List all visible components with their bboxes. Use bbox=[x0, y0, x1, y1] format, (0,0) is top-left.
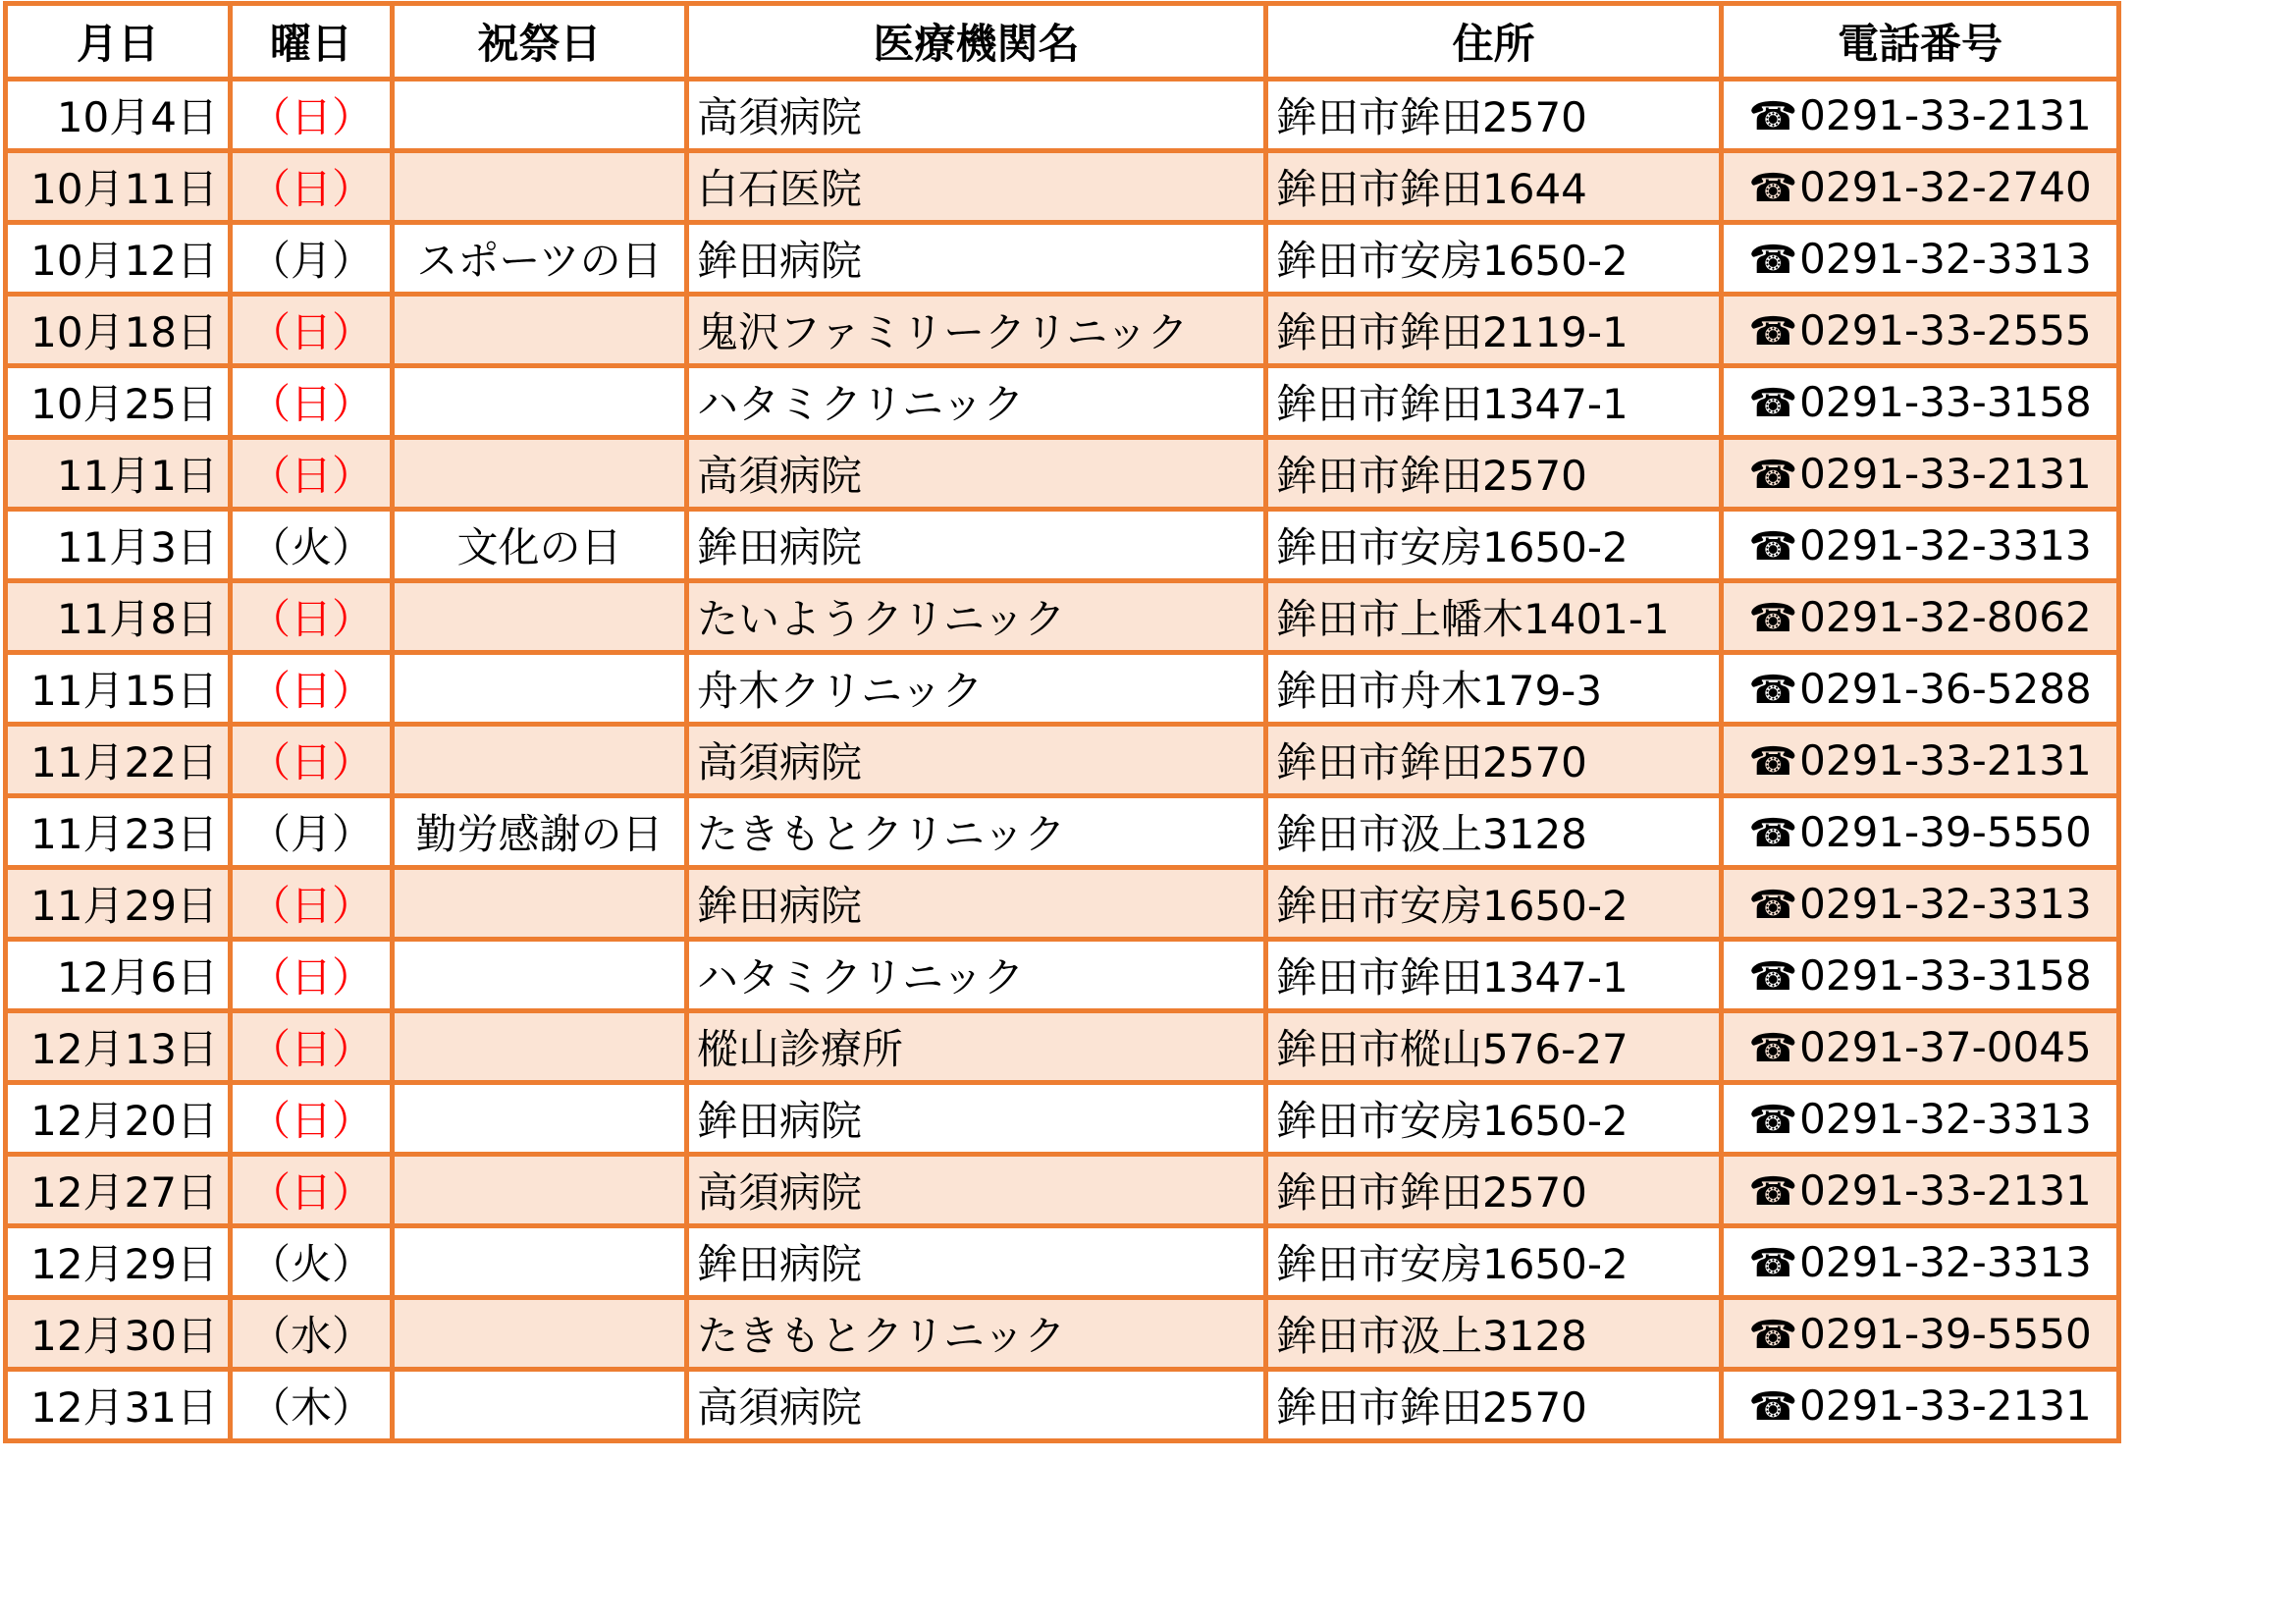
date-cell: 11月1日 bbox=[6, 438, 231, 510]
holiday-cell bbox=[393, 438, 687, 510]
day-of-week-cell: （日） bbox=[231, 653, 393, 725]
date-cell: 10月12日 bbox=[6, 223, 231, 295]
telephone-icon: ☎ bbox=[1748, 810, 1798, 856]
header-phone: 電話番号 bbox=[1722, 4, 2119, 80]
table-body bbox=[6, 80, 2119, 1441]
institution-cell: 鉾田病院 bbox=[687, 1226, 1266, 1298]
day-of-week-cell: （日） bbox=[231, 366, 393, 438]
holiday-cell bbox=[393, 868, 687, 940]
holiday-cell bbox=[393, 1370, 687, 1441]
table-row bbox=[6, 796, 2119, 868]
phone-number: 0291-33-2131 bbox=[1799, 90, 2092, 139]
phone-cell bbox=[1722, 510, 2119, 581]
table-row bbox=[6, 653, 2119, 725]
holiday-cell: 文化の日 bbox=[393, 510, 687, 581]
phone-number: 0291-33-2131 bbox=[1799, 1380, 2092, 1430]
phone-number: 0291-32-3313 bbox=[1799, 520, 2092, 569]
phone-number: 0291-32-2740 bbox=[1799, 162, 2092, 211]
address-cell: 鉾田市鉾田1347-1 bbox=[1266, 940, 1722, 1011]
table-row bbox=[6, 1083, 2119, 1155]
phone-cell bbox=[1722, 940, 2119, 1011]
phone-cell bbox=[1722, 1226, 2119, 1298]
day-of-week-cell: （日） bbox=[231, 295, 393, 366]
holiday-cell bbox=[393, 940, 687, 1011]
address-cell: 鉾田市安房1650-2 bbox=[1266, 868, 1722, 940]
header-row bbox=[6, 4, 2119, 80]
holiday-cell bbox=[393, 1011, 687, 1083]
day-of-week-cell: （日） bbox=[231, 438, 393, 510]
phone-cell bbox=[1722, 653, 2119, 725]
institution-cell: たいようクリニック bbox=[687, 581, 1266, 653]
institution-cell: 高須病院 bbox=[687, 80, 1266, 151]
date-cell: 11月3日 bbox=[6, 510, 231, 581]
institution-cell: 白石医院 bbox=[687, 151, 1266, 223]
date-cell: 12月6日 bbox=[6, 940, 231, 1011]
holiday-cell bbox=[393, 653, 687, 725]
header-day-of-week: 曜日 bbox=[231, 4, 393, 80]
holiday-cell: 勤労感謝の日 bbox=[393, 796, 687, 868]
table-row bbox=[6, 725, 2119, 796]
address-cell: 鉾田市鉾田1644 bbox=[1266, 151, 1722, 223]
holiday-cell bbox=[393, 1226, 687, 1298]
header-address: 住所 bbox=[1266, 4, 1722, 80]
phone-number: 0291-32-8062 bbox=[1799, 592, 2092, 641]
address-cell: 鉾田市汲上3128 bbox=[1266, 796, 1722, 868]
telephone-icon: ☎ bbox=[1748, 237, 1798, 283]
table-header bbox=[6, 4, 2119, 80]
holiday-cell bbox=[393, 1155, 687, 1226]
phone-cell bbox=[1722, 80, 2119, 151]
telephone-icon: ☎ bbox=[1748, 165, 1798, 211]
day-of-week-cell: （日） bbox=[231, 581, 393, 653]
institution-cell: ハタミクリニック bbox=[687, 366, 1266, 438]
phone-number: 0291-36-5288 bbox=[1799, 664, 2092, 713]
table-row bbox=[6, 510, 2119, 581]
telephone-icon: ☎ bbox=[1748, 523, 1798, 569]
holiday-cell bbox=[393, 151, 687, 223]
institution-cell: 舟木クリニック bbox=[687, 653, 1266, 725]
holiday-clinic-schedule-table bbox=[3, 1, 2121, 1443]
institution-cell: 鉾田病院 bbox=[687, 868, 1266, 940]
date-cell: 10月4日 bbox=[6, 80, 231, 151]
institution-cell: たきもとクリニック bbox=[687, 796, 1266, 868]
phone-cell bbox=[1722, 1155, 2119, 1226]
day-of-week-cell: （日） bbox=[231, 1155, 393, 1226]
date-cell: 11月8日 bbox=[6, 581, 231, 653]
phone-cell bbox=[1722, 1011, 2119, 1083]
phone-number: 0291-33-2131 bbox=[1799, 735, 2092, 785]
phone-number: 0291-32-3313 bbox=[1799, 234, 2092, 283]
day-of-week-cell: （日） bbox=[231, 80, 393, 151]
phone-number: 0291-39-5550 bbox=[1799, 807, 2092, 856]
table-row bbox=[6, 295, 2119, 366]
phone-cell bbox=[1722, 1083, 2119, 1155]
address-cell: 鉾田市鉾田2570 bbox=[1266, 725, 1722, 796]
holiday-cell bbox=[393, 295, 687, 366]
day-of-week-cell: （日） bbox=[231, 868, 393, 940]
date-cell: 11月22日 bbox=[6, 725, 231, 796]
phone-cell bbox=[1722, 151, 2119, 223]
address-cell: 鉾田市鉾田2570 bbox=[1266, 1370, 1722, 1441]
table-row bbox=[6, 80, 2119, 151]
table-row bbox=[6, 366, 2119, 438]
table-row bbox=[6, 1370, 2119, 1441]
telephone-icon: ☎ bbox=[1748, 1168, 1798, 1215]
institution-cell: 鉾田病院 bbox=[687, 1083, 1266, 1155]
table-row bbox=[6, 223, 2119, 295]
holiday-cell bbox=[393, 581, 687, 653]
address-cell: 鉾田市安房1650-2 bbox=[1266, 223, 1722, 295]
date-cell: 10月18日 bbox=[6, 295, 231, 366]
institution-cell: 鬼沢ファミリークリニック bbox=[687, 295, 1266, 366]
phone-number: 0291-32-3313 bbox=[1799, 1094, 2092, 1143]
address-cell: 鉾田市鉾田2570 bbox=[1266, 438, 1722, 510]
phone-cell bbox=[1722, 295, 2119, 366]
day-of-week-cell: （日） bbox=[231, 940, 393, 1011]
day-of-week-cell: （水） bbox=[231, 1298, 393, 1370]
institution-cell: 高須病院 bbox=[687, 725, 1266, 796]
address-cell: 鉾田市鉾田2570 bbox=[1266, 80, 1722, 151]
phone-number: 0291-33-2555 bbox=[1799, 305, 2092, 354]
day-of-week-cell: （月） bbox=[231, 223, 393, 295]
phone-number: 0291-32-3313 bbox=[1799, 1237, 2092, 1286]
phone-cell bbox=[1722, 438, 2119, 510]
table-row bbox=[6, 868, 2119, 940]
institution-cell: 高須病院 bbox=[687, 438, 1266, 510]
phone-number: 0291-33-2131 bbox=[1799, 1165, 2092, 1215]
address-cell: 鉾田市鉾田1347-1 bbox=[1266, 366, 1722, 438]
table-row bbox=[6, 1298, 2119, 1370]
telephone-icon: ☎ bbox=[1748, 1312, 1798, 1358]
holiday-cell bbox=[393, 1083, 687, 1155]
date-cell: 11月15日 bbox=[6, 653, 231, 725]
header-date: 月日 bbox=[6, 4, 231, 80]
phone-cell bbox=[1722, 796, 2119, 868]
phone-number: 0291-32-3313 bbox=[1799, 879, 2092, 928]
telephone-icon: ☎ bbox=[1748, 1097, 1798, 1143]
telephone-icon: ☎ bbox=[1748, 1383, 1798, 1430]
phone-cell bbox=[1722, 1370, 2119, 1441]
date-cell: 12月31日 bbox=[6, 1370, 231, 1441]
telephone-icon: ☎ bbox=[1748, 953, 1798, 1000]
table-row bbox=[6, 1155, 2119, 1226]
phone-cell bbox=[1722, 366, 2119, 438]
institution-cell: 樅山診療所 bbox=[687, 1011, 1266, 1083]
address-cell: 鉾田市舟木179-3 bbox=[1266, 653, 1722, 725]
phone-cell bbox=[1722, 223, 2119, 295]
phone-cell bbox=[1722, 725, 2119, 796]
phone-cell bbox=[1722, 868, 2119, 940]
date-cell: 12月29日 bbox=[6, 1226, 231, 1298]
address-cell: 鉾田市上幡木1401-1 bbox=[1266, 581, 1722, 653]
table-row bbox=[6, 151, 2119, 223]
holiday-cell bbox=[393, 366, 687, 438]
address-cell: 鉾田市安房1650-2 bbox=[1266, 1083, 1722, 1155]
institution-cell: たきもとクリニック bbox=[687, 1298, 1266, 1370]
telephone-icon: ☎ bbox=[1748, 93, 1798, 139]
date-cell: 12月30日 bbox=[6, 1298, 231, 1370]
telephone-icon: ☎ bbox=[1748, 380, 1798, 426]
holiday-cell bbox=[393, 80, 687, 151]
table-row bbox=[6, 581, 2119, 653]
address-cell: 鉾田市汲上3128 bbox=[1266, 1298, 1722, 1370]
date-cell: 10月25日 bbox=[6, 366, 231, 438]
holiday-cell bbox=[393, 725, 687, 796]
date-cell: 11月23日 bbox=[6, 796, 231, 868]
day-of-week-cell: （日） bbox=[231, 725, 393, 796]
telephone-icon: ☎ bbox=[1748, 1240, 1798, 1286]
table-row bbox=[6, 1011, 2119, 1083]
address-cell: 鉾田市鉾田2570 bbox=[1266, 1155, 1722, 1226]
table-row bbox=[6, 1226, 2119, 1298]
holiday-cell: スポーツの日 bbox=[393, 223, 687, 295]
day-of-week-cell: （木） bbox=[231, 1370, 393, 1441]
institution-cell: 高須病院 bbox=[687, 1155, 1266, 1226]
header-institution: 医療機関名 bbox=[687, 4, 1266, 80]
telephone-icon: ☎ bbox=[1748, 308, 1798, 354]
phone-cell bbox=[1722, 581, 2119, 653]
table-row bbox=[6, 438, 2119, 510]
header-holiday: 祝祭日 bbox=[393, 4, 687, 80]
telephone-icon: ☎ bbox=[1748, 738, 1798, 785]
date-cell: 12月13日 bbox=[6, 1011, 231, 1083]
institution-cell: 鉾田病院 bbox=[687, 223, 1266, 295]
phone-number: 0291-33-3158 bbox=[1799, 950, 2092, 1000]
holiday-cell bbox=[393, 1298, 687, 1370]
telephone-icon: ☎ bbox=[1748, 667, 1798, 713]
day-of-week-cell: （日） bbox=[231, 151, 393, 223]
telephone-icon: ☎ bbox=[1748, 452, 1798, 498]
table-row bbox=[6, 940, 2119, 1011]
day-of-week-cell: （月） bbox=[231, 796, 393, 868]
address-cell: 鉾田市安房1650-2 bbox=[1266, 1226, 1722, 1298]
address-cell: 鉾田市安房1650-2 bbox=[1266, 510, 1722, 581]
day-of-week-cell: （火） bbox=[231, 1226, 393, 1298]
telephone-icon: ☎ bbox=[1748, 1025, 1798, 1071]
institution-cell: ハタミクリニック bbox=[687, 940, 1266, 1011]
date-cell: 12月20日 bbox=[6, 1083, 231, 1155]
address-cell: 鉾田市鉾田2119-1 bbox=[1266, 295, 1722, 366]
telephone-icon: ☎ bbox=[1748, 882, 1798, 928]
date-cell: 10月11日 bbox=[6, 151, 231, 223]
phone-number: 0291-33-2131 bbox=[1799, 449, 2092, 498]
phone-cell bbox=[1722, 1298, 2119, 1370]
day-of-week-cell: （日） bbox=[231, 1011, 393, 1083]
address-cell: 鉾田市樅山576-27 bbox=[1266, 1011, 1722, 1083]
day-of-week-cell: （日） bbox=[231, 1083, 393, 1155]
institution-cell: 鉾田病院 bbox=[687, 510, 1266, 581]
day-of-week-cell: （火） bbox=[231, 510, 393, 581]
date-cell: 12月27日 bbox=[6, 1155, 231, 1226]
telephone-icon: ☎ bbox=[1748, 595, 1798, 641]
institution-cell: 高須病院 bbox=[687, 1370, 1266, 1441]
phone-number: 0291-37-0045 bbox=[1799, 1022, 2092, 1071]
date-cell: 11月29日 bbox=[6, 868, 231, 940]
phone-number: 0291-33-3158 bbox=[1799, 377, 2092, 426]
phone-number: 0291-39-5550 bbox=[1799, 1309, 2092, 1358]
